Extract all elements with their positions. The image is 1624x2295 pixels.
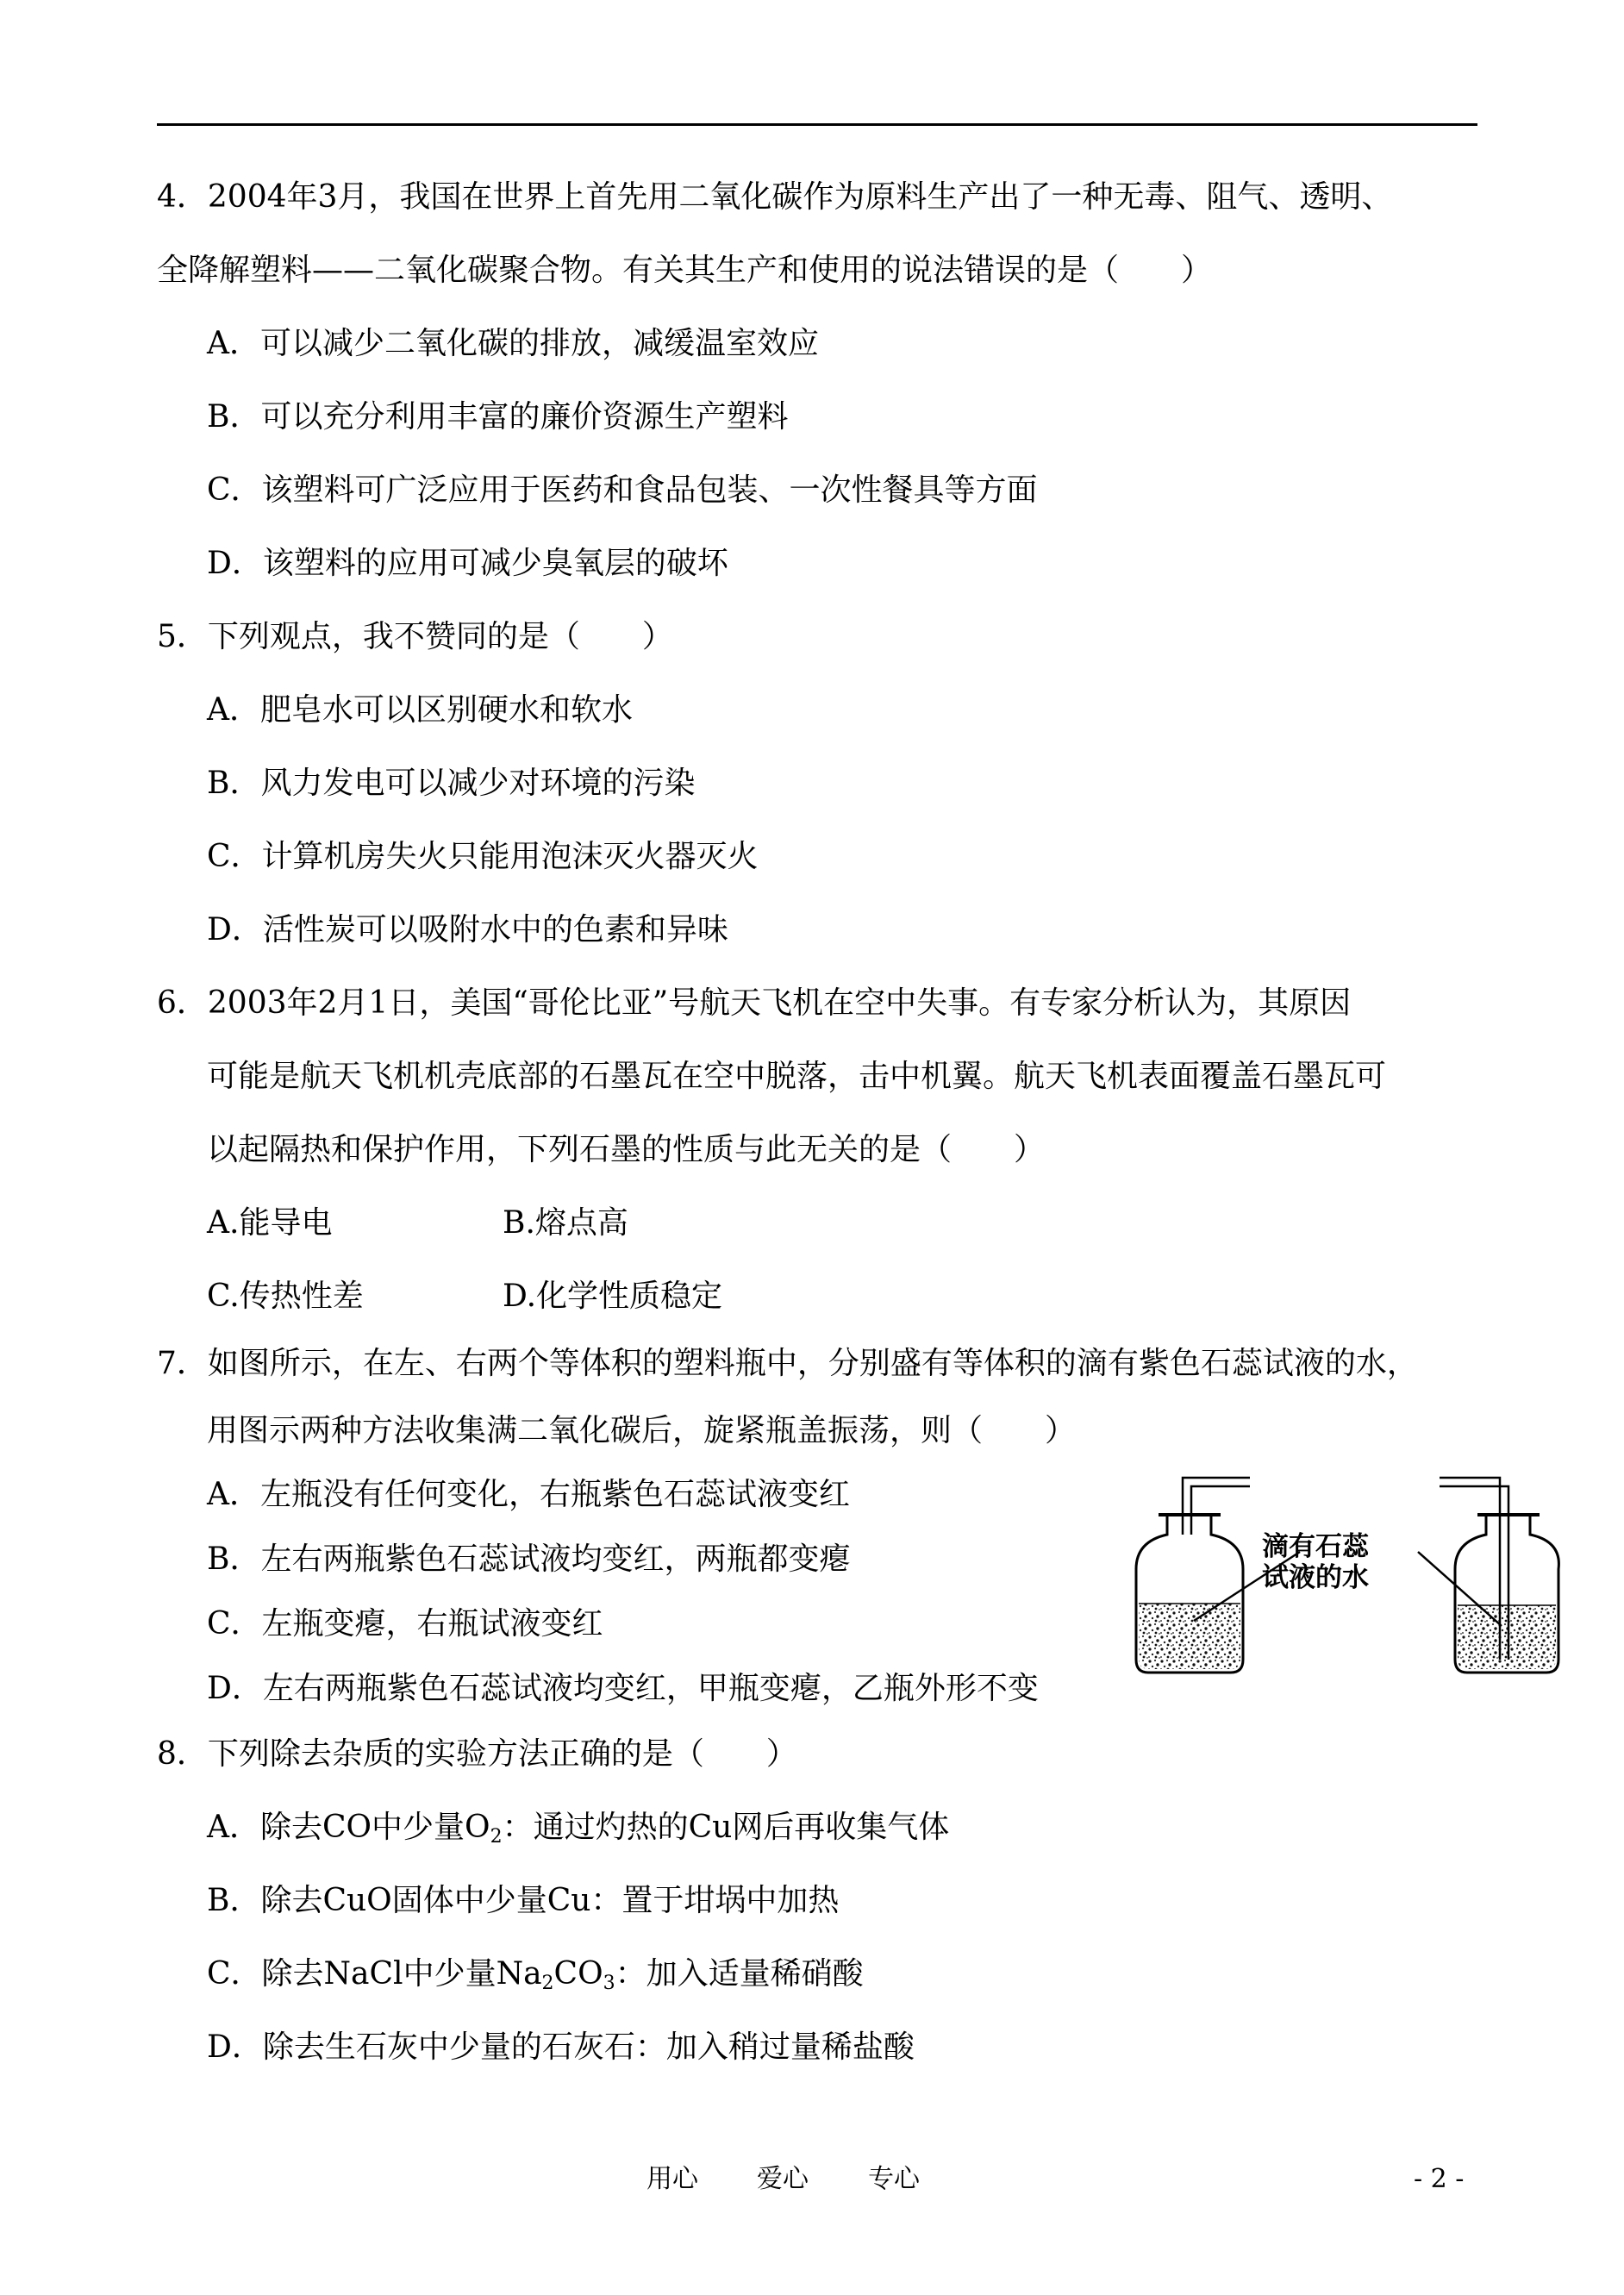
two-bottles-figure bbox=[1112, 1466, 1560, 1698]
header-rule bbox=[157, 123, 1477, 126]
q6-option-a: A.能导电 bbox=[207, 1205, 333, 1241]
q6-option-b: B.熔点高 bbox=[503, 1205, 628, 1241]
q6-stem-line3: 以起隔热和保护作用，下列石墨的性质与此无关的是（ ） bbox=[207, 1132, 1046, 1167]
q4-stem-line1: 4．2004年3月，我国在世界上首先用二氧化碳作为原料生产出了一种无毒、阻气、透明、 bbox=[157, 179, 1393, 215]
q7-option-d: D．左右两瓶紫色石蕊试液均变红，甲瓶变瘪，乙瓶外形不变 bbox=[207, 1671, 1039, 1706]
q7-stem-line1: 7．如图所示，在左、右两个等体积的塑料瓶中，分别盛有等体积的滴有紫色石蕊试液的水， bbox=[157, 1346, 1418, 1381]
q8-option-d: D．除去生石灰中少量的石灰石：加入稍过量稀盐酸 bbox=[207, 2029, 915, 2065]
left-bottle bbox=[1136, 1478, 1250, 1673]
q8-option-c-rest: ：加入适量稀硝酸 bbox=[615, 1956, 864, 1992]
q8-option-c bbox=[207, 1955, 864, 1993]
q7-option-c: C．左瓶变瘪，右瓶试液变红 bbox=[207, 1606, 603, 1642]
q8-option-a-text: A．除去CO中少量O bbox=[207, 1810, 490, 1845]
q8-option-a bbox=[207, 1809, 949, 1847]
q6-option-d: D.化学性质稳定 bbox=[503, 1279, 723, 1314]
q8-option-b: B．除去CuO固体中少量Cu：置于坩埚中加热 bbox=[207, 1883, 840, 1918]
q5-stem: 5．下列观点，我不赞同的是（ ） bbox=[157, 619, 673, 654]
right-bottle bbox=[1440, 1478, 1558, 1673]
q8-option-c-subscript1: 2 bbox=[541, 1973, 554, 1994]
q4-option-d: D．该塑料的应用可减少臭氧层的破坏 bbox=[207, 546, 728, 581]
q5-option-b: B．风力发电可以减少对环境的污染 bbox=[207, 766, 696, 801]
q6-stem-line1: 6．2003年2月1日，美国“哥伦比亚”号航天飞机在空中失事。有专家分析认为，其原因 bbox=[157, 985, 1352, 1021]
q5-option-c: C．计算机房失火只能用泡沫灭火器灭火 bbox=[207, 839, 759, 874]
q7-option-a: A．左瓶没有任何变化，右瓶紫色石蕊试液变红 bbox=[207, 1477, 850, 1512]
q5-option-d: D．活性炭可以吸附水中的色素和异味 bbox=[207, 912, 728, 947]
figure-label-line2: 试液的水 bbox=[1262, 1562, 1369, 1593]
q4-option-b: B．可以充分利用丰富的廉价资源生产塑料 bbox=[207, 399, 789, 435]
footer-left: 用心 bbox=[646, 2164, 698, 2194]
figure-label-line1: 滴有石蕊 bbox=[1262, 1531, 1369, 1562]
q4-option-a: A．可以减少二氧化碳的排放，减缓温室效应 bbox=[207, 326, 819, 361]
q8-option-a-rest: ：通过灼热的Cu网后再收集气体 bbox=[502, 1810, 950, 1845]
footer-middle: 爱心 bbox=[757, 2164, 809, 2194]
q4-option-c: C．该塑料可广泛应用于医药和食品包装、一次性餐具等方面 bbox=[207, 472, 1038, 508]
q8-option-c-subscript2: 3 bbox=[603, 1973, 615, 1994]
q5-option-a: A．肥皂水可以区别硬水和软水 bbox=[207, 692, 633, 728]
q6-option-c: C.传热性差 bbox=[207, 1279, 364, 1314]
q4-stem-line2: 全降解塑料——二氧化碳聚合物。有关其生产和使用的说法错误的是（ ） bbox=[157, 253, 1213, 288]
page-number: - 2 - bbox=[1414, 2164, 1465, 2194]
q7-stem-line2: 用图示两种方法收集满二氧化碳后，旋紧瓶盖振荡，则（ ） bbox=[207, 1413, 1077, 1448]
q8-option-c-text: C．除去NaCl中少量Na bbox=[207, 1956, 542, 1992]
q8-stem: 8．下列除去杂质的实验方法正确的是（ ） bbox=[157, 1736, 797, 1772]
q8-option-a-subscript: 2 bbox=[490, 1826, 503, 1848]
q6-stem-line2: 可能是航天飞机机壳底部的石墨瓦在空中脱落，击中机翼。航天飞机表面覆盖石墨瓦可 bbox=[207, 1059, 1387, 1094]
q7-option-b: B．左右两瓶紫色石蕊试液均变红，两瓶都变瘪 bbox=[207, 1541, 851, 1577]
footer-right: 专心 bbox=[868, 2164, 920, 2194]
q8-option-c-formula: CO bbox=[553, 1956, 603, 1992]
